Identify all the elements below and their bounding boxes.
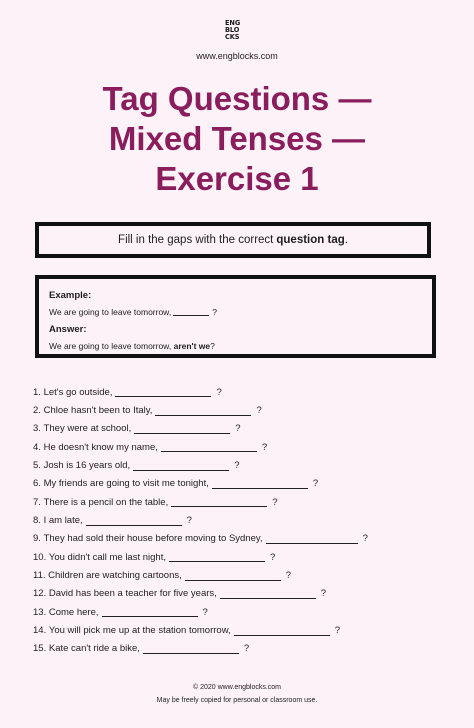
instruction-bold: question tag: [276, 234, 345, 246]
item-number: 10.: [33, 551, 47, 563]
exercise-item: [33, 475, 368, 493]
logo-line: BLO: [225, 26, 240, 34]
item-end: ?: [235, 423, 241, 435]
item-text: Children are watching cartoons,: [48, 570, 182, 582]
exercise-item: [33, 621, 368, 639]
footer-copyright: © 2020 www.engblocks.com: [192, 684, 282, 691]
title-line: Tag Questions —: [102, 80, 372, 117]
instruction-end: .: [344, 234, 348, 246]
item-number: 6.: [33, 478, 41, 490]
exercise-item: [33, 438, 368, 456]
example-label: Example:: [49, 290, 92, 301]
item-number: 14.: [33, 625, 47, 637]
exercise-item: [33, 401, 368, 419]
answer-blank[interactable]: [185, 571, 281, 581]
item-text: Let's go outside,: [43, 386, 113, 398]
answer-blank[interactable]: [169, 552, 265, 562]
exercise-item: [33, 548, 368, 566]
title-line: Exercise 1: [155, 160, 319, 197]
item-text: You didn't call me last night,: [48, 551, 166, 563]
answer-blank[interactable]: [133, 461, 229, 471]
answer-end: ?: [210, 341, 215, 351]
item-text: Josh is 16 years old,: [43, 460, 131, 472]
answer-blank[interactable]: [86, 516, 182, 526]
item-number: 1.: [33, 386, 41, 398]
answer-blank[interactable]: [134, 424, 230, 434]
item-number: 3.: [33, 423, 41, 435]
answer-blank[interactable]: [266, 534, 358, 544]
item-number: 12.: [33, 588, 47, 600]
answer-text: We are going to leave tomorrow,: [49, 341, 172, 351]
item-text: Chloe hasn't been to Italy,: [43, 405, 153, 417]
answer-blank[interactable]: [155, 406, 251, 416]
item-text: There is a pencil on the table,: [43, 496, 169, 508]
item-end: ?: [272, 496, 278, 508]
footer-note: May be freely copied for personal or classroom use.: [156, 697, 318, 704]
item-end: ?: [216, 386, 222, 398]
engblocks-logo: [225, 20, 249, 44]
answer-blank[interactable]: [234, 626, 330, 636]
answer-tag: aren't we: [173, 341, 211, 351]
logo-line: CKS: [225, 33, 240, 41]
answer-sentence: [49, 341, 432, 351]
instruction-text: Fill in the gaps with the correct: [118, 234, 274, 246]
item-number: 7.: [33, 496, 41, 508]
item-number: 11.: [33, 570, 46, 582]
item-end: ?: [320, 588, 327, 600]
item-end: ?: [269, 551, 276, 563]
answer-label: Answer:: [49, 324, 87, 335]
item-text: Come here,: [48, 606, 99, 618]
answer-blank[interactable]: [102, 607, 198, 617]
logo-line: ENG: [225, 19, 241, 27]
exercise-item: [33, 420, 368, 438]
item-end: ?: [312, 478, 319, 490]
answer-blank[interactable]: [171, 497, 267, 507]
instruction-box: [35, 222, 431, 258]
page-title: [0, 79, 474, 199]
exercise-item: [33, 493, 368, 511]
exercise-item: [33, 603, 368, 621]
answer-blank[interactable]: [212, 479, 308, 489]
exercise-item: [33, 511, 368, 529]
exercise-item: [33, 530, 368, 548]
item-number: 13.: [33, 606, 47, 618]
example-end: ?: [212, 307, 217, 317]
item-text: My friends are going to visit me tonight,: [43, 478, 209, 490]
item-number: 5.: [33, 460, 41, 472]
item-text: He doesn't know my name,: [43, 441, 158, 453]
example-blank: [173, 315, 209, 316]
exercise-item: [33, 456, 368, 474]
item-end: ?: [285, 570, 292, 582]
item-number: 2.: [33, 405, 41, 417]
item-end: ?: [186, 515, 192, 527]
item-end: ?: [256, 405, 262, 417]
exercise-item: [33, 640, 368, 658]
title-line: Mixed Tenses —: [108, 120, 366, 157]
exercise-item: [33, 585, 368, 603]
item-end: ?: [243, 643, 250, 655]
exercise-item: [33, 383, 368, 401]
item-end: ?: [362, 533, 368, 545]
item-number: 9.: [33, 533, 41, 545]
answer-blank[interactable]: [220, 589, 316, 599]
exercise-list: [33, 383, 368, 658]
item-text: They were at school,: [43, 423, 132, 435]
example-box: [35, 275, 436, 358]
item-text: They had sold their house before moving to Sydney,: [43, 533, 263, 545]
item-end: ?: [261, 441, 268, 453]
answer-blank[interactable]: [161, 442, 257, 452]
item-end: ?: [234, 460, 240, 472]
item-text: Kate can't ride a bike,: [48, 643, 140, 655]
item-end: ?: [202, 606, 208, 618]
item-end: ?: [334, 625, 340, 637]
example-text: We are going to leave tomorrow,: [49, 307, 172, 317]
item-text: You will pick me up at the station tomorrow,: [48, 625, 231, 637]
item-number: 4.: [33, 441, 41, 453]
exercise-item: [33, 566, 368, 584]
answer-blank[interactable]: [115, 387, 211, 397]
example-sentence: [49, 307, 432, 317]
item-text: I am late,: [43, 515, 83, 527]
site-url: www.engblocks.com: [196, 51, 278, 61]
item-number: 8.: [33, 515, 41, 527]
item-number: 15.: [33, 643, 47, 655]
item-text: David has been a teacher for five years,: [48, 588, 217, 600]
answer-blank[interactable]: [143, 644, 239, 654]
